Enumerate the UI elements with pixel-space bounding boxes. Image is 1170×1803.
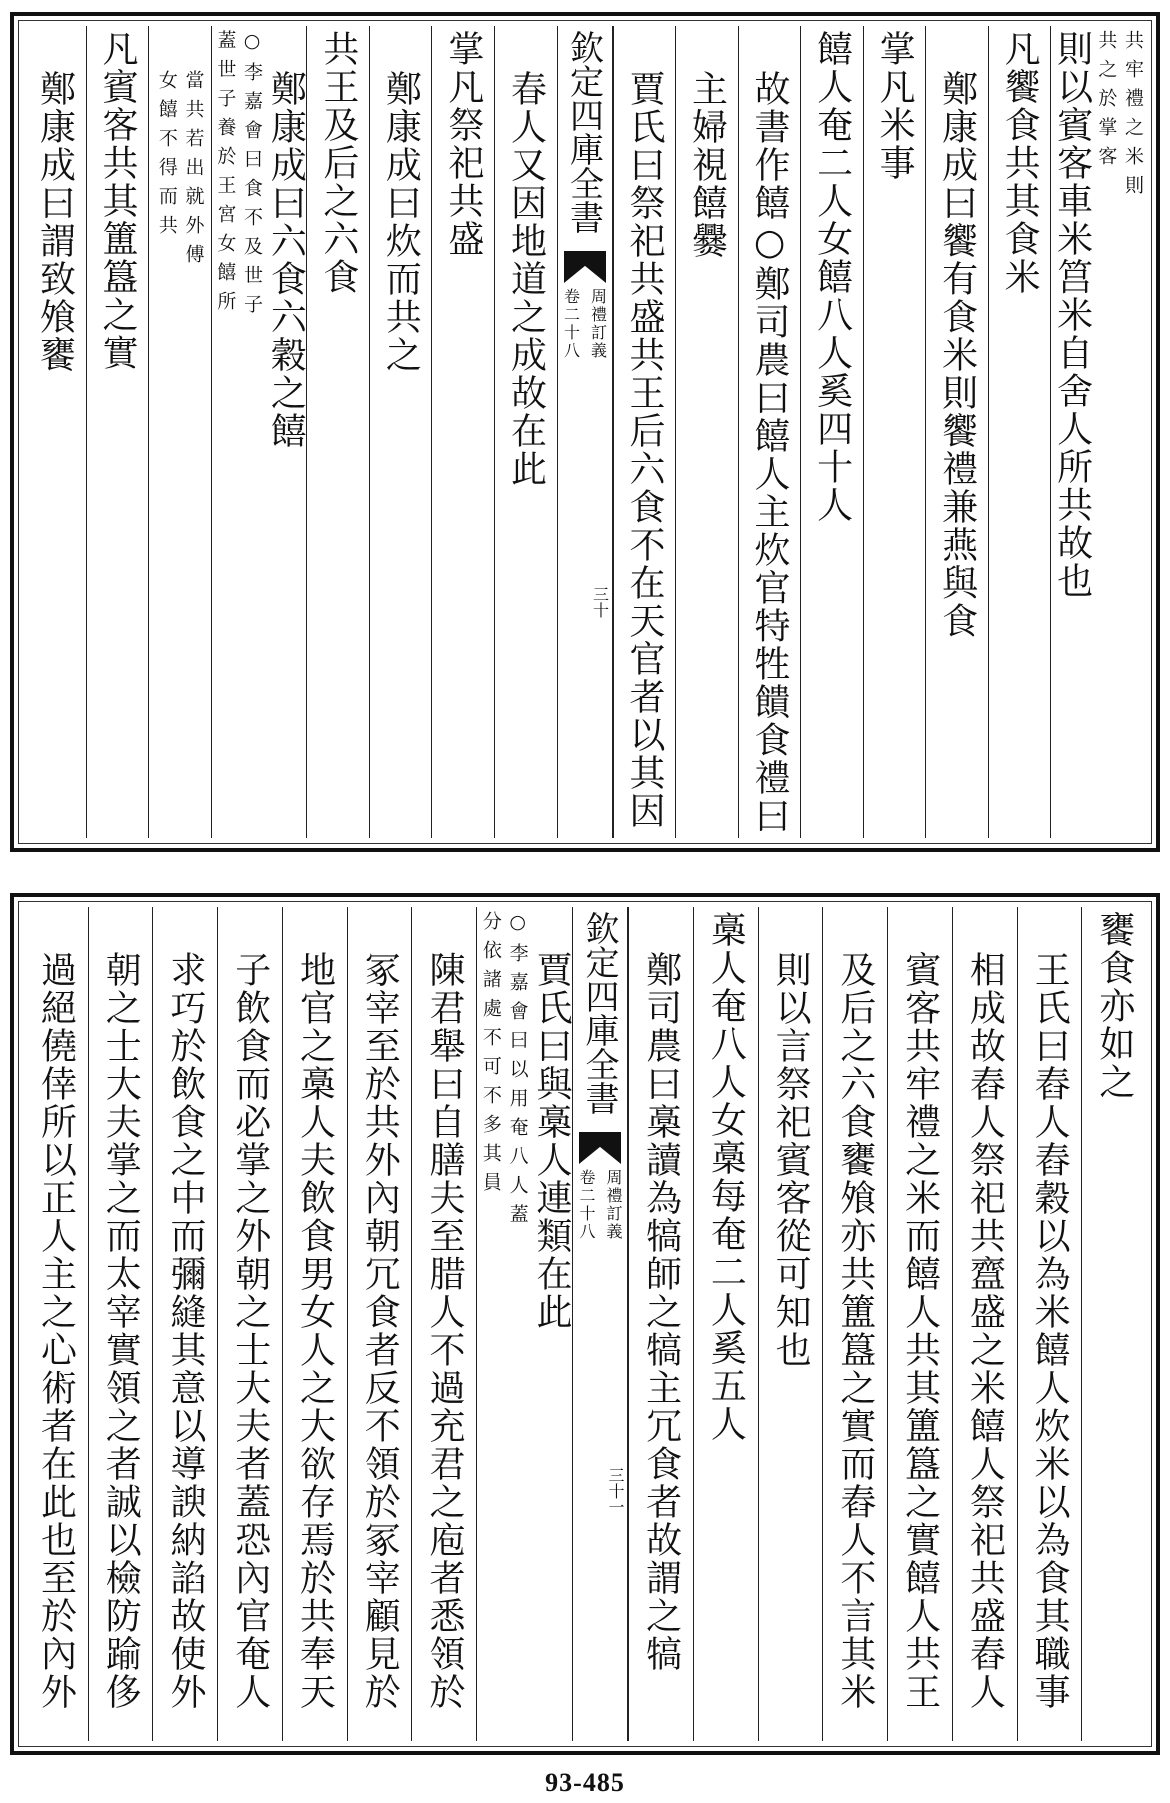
column <box>800 26 863 838</box>
column-text: 冢宰至於共外內朝冗食者反不領於冢宰顧見於 <box>359 951 401 1711</box>
column <box>24 907 88 1741</box>
column <box>675 26 738 838</box>
column-text: 及后之六食饔飧亦共簠簋之實而舂人不言其米 <box>834 951 876 1711</box>
annotation-group <box>153 30 206 834</box>
column <box>494 26 557 838</box>
column-text: 王氏曰舂人舂穀以為米饎人炊米以為食其職事 <box>1029 951 1071 1711</box>
center-fold <box>572 907 628 1741</box>
page-number: 93-485 <box>545 1768 625 1797</box>
column <box>952 907 1017 1741</box>
center-fold <box>557 26 613 838</box>
column-text: 鄭康成曰饗有食米則饗禮兼燕與食 <box>936 70 978 640</box>
column-text: 饔食亦如之 <box>1093 911 1135 1101</box>
fishtail-mark-icon <box>564 251 606 283</box>
fold-caption <box>562 288 608 360</box>
column <box>1081 907 1146 1741</box>
column <box>347 907 412 1741</box>
column <box>822 907 887 1741</box>
column-text: 鄭司農曰槀讀為犒師之犒主冗食者故謂之犒 <box>640 951 682 1673</box>
column-text: 共王及后之六食 <box>317 30 359 296</box>
column <box>693 907 758 1741</box>
annotation-group <box>1093 30 1146 834</box>
column-text: 掌凡祭祀共盛 <box>442 30 484 258</box>
column-text: 凡賓客共其簠簋之實 <box>97 30 139 372</box>
fold-book-title: 周禮訂義 <box>604 1169 623 1241</box>
column <box>211 26 307 838</box>
annotation-group <box>477 911 530 1737</box>
column <box>613 26 676 838</box>
column <box>369 26 432 838</box>
fold-leaf-number: 三十 <box>590 586 610 618</box>
annotation-group <box>212 30 265 834</box>
fold-volume: 卷二十八 <box>577 1169 596 1241</box>
annotation-line: 當共若出就外傅 <box>182 70 205 273</box>
column <box>217 907 282 1741</box>
lower-page-columns <box>24 907 1146 1741</box>
column <box>24 26 86 838</box>
column-text: 求巧於飲食之中而彌縫其意以導諛納諂故使外 <box>165 951 207 1711</box>
column-text: 鄭康成曰六食六穀之饎 <box>265 70 307 450</box>
column-text: 饎人奄二人女饎八人奚四十人 <box>811 30 853 524</box>
column <box>282 907 347 1741</box>
column <box>411 907 476 1741</box>
fold-book-title: 周禮訂義 <box>588 288 608 360</box>
annotation-line: 共牢禮之米則 <box>1122 30 1144 204</box>
column-text: 槀人奄八人女槀每奄二人奚五人 <box>705 911 747 1443</box>
annotation-line: 女饎不得而共 <box>155 70 178 244</box>
column <box>988 26 1051 838</box>
column <box>863 26 926 838</box>
annotation-line: ○李嘉會曰食不及世子 <box>241 30 263 323</box>
column-text: 鄭康成曰炊而共之 <box>380 70 422 374</box>
fold-volume: 卷二十八 <box>561 288 581 360</box>
column-text: 子飲食而必掌之外朝之士大夫者蓋恐內官奄人 <box>229 951 271 1711</box>
column-text: 陳君舉曰自膳夫至腊人不過充君之庖者悉領於 <box>424 951 466 1711</box>
column-text: 則以言祭祀賓客從可知也 <box>770 951 812 1369</box>
upper-page <box>10 12 1160 852</box>
column-text: 朝之士大夫掌之而太宰實領之者誠以檢防踰侈 <box>100 951 142 1711</box>
column <box>1050 26 1146 838</box>
column-text: 凡饗食共其食米 <box>999 30 1041 296</box>
annotation-line: ○李嘉會曰以用奄八人蓋 <box>506 911 529 1233</box>
column-text: 鄭康成曰謂致飧饔 <box>34 70 76 374</box>
fold-title: 欽定四庫全書 <box>563 30 604 234</box>
annotation-line: 蓋世子養於王宮女饎所 <box>214 30 237 320</box>
column <box>306 26 369 838</box>
annotation-line: 分依諸處不可不多其員 <box>479 911 502 1201</box>
fold-caption <box>577 1169 623 1241</box>
column <box>758 907 823 1741</box>
column <box>148 26 211 838</box>
fold-leaf-number: 三十一 <box>606 1467 625 1515</box>
column <box>86 26 149 838</box>
column-text: 故書作饎○鄭司農曰饎人主炊官特牲饋食禮曰 <box>749 70 791 835</box>
column-text: 過絕僥倖所以正人主之心術者在此也至於內外 <box>35 951 77 1711</box>
column-text: 賓客共牢禮之米而饎人共其簠簋之實饎人共王 <box>899 951 941 1711</box>
column-text: 掌凡米事 <box>874 30 916 182</box>
column <box>88 907 153 1741</box>
annotation-line: 共之於掌客 <box>1095 30 1118 175</box>
column <box>887 907 952 1741</box>
column <box>476 907 572 1741</box>
column-text: 主婦視饎爨 <box>686 70 728 260</box>
column <box>152 907 217 1741</box>
column <box>628 907 693 1741</box>
column-text: 相成故舂人祭祀共齍盛之米饎人祭祀共盛舂人 <box>964 951 1006 1711</box>
column-text: 賈氏曰祭祀共盛共王后六食不在天官者以其因 <box>623 70 665 830</box>
column-text: 地官之槀人夫飲食男女人之大欲存焉於共奉天 <box>294 951 336 1711</box>
column-text: 賈氏曰與槀人連類在此 <box>531 951 572 1331</box>
column-text: 則以賓客車米筥米自舍人所共故也 <box>1051 30 1093 600</box>
column <box>925 26 988 838</box>
upper-page-columns <box>24 26 1146 838</box>
column-text: 春人又因地道之成故在此 <box>505 70 547 488</box>
fold-title: 欽定四庫全書 <box>579 911 619 1115</box>
column <box>431 26 494 838</box>
fishtail-mark-icon <box>579 1132 621 1164</box>
column <box>1017 907 1082 1741</box>
lower-page <box>10 893 1160 1755</box>
column <box>738 26 801 838</box>
